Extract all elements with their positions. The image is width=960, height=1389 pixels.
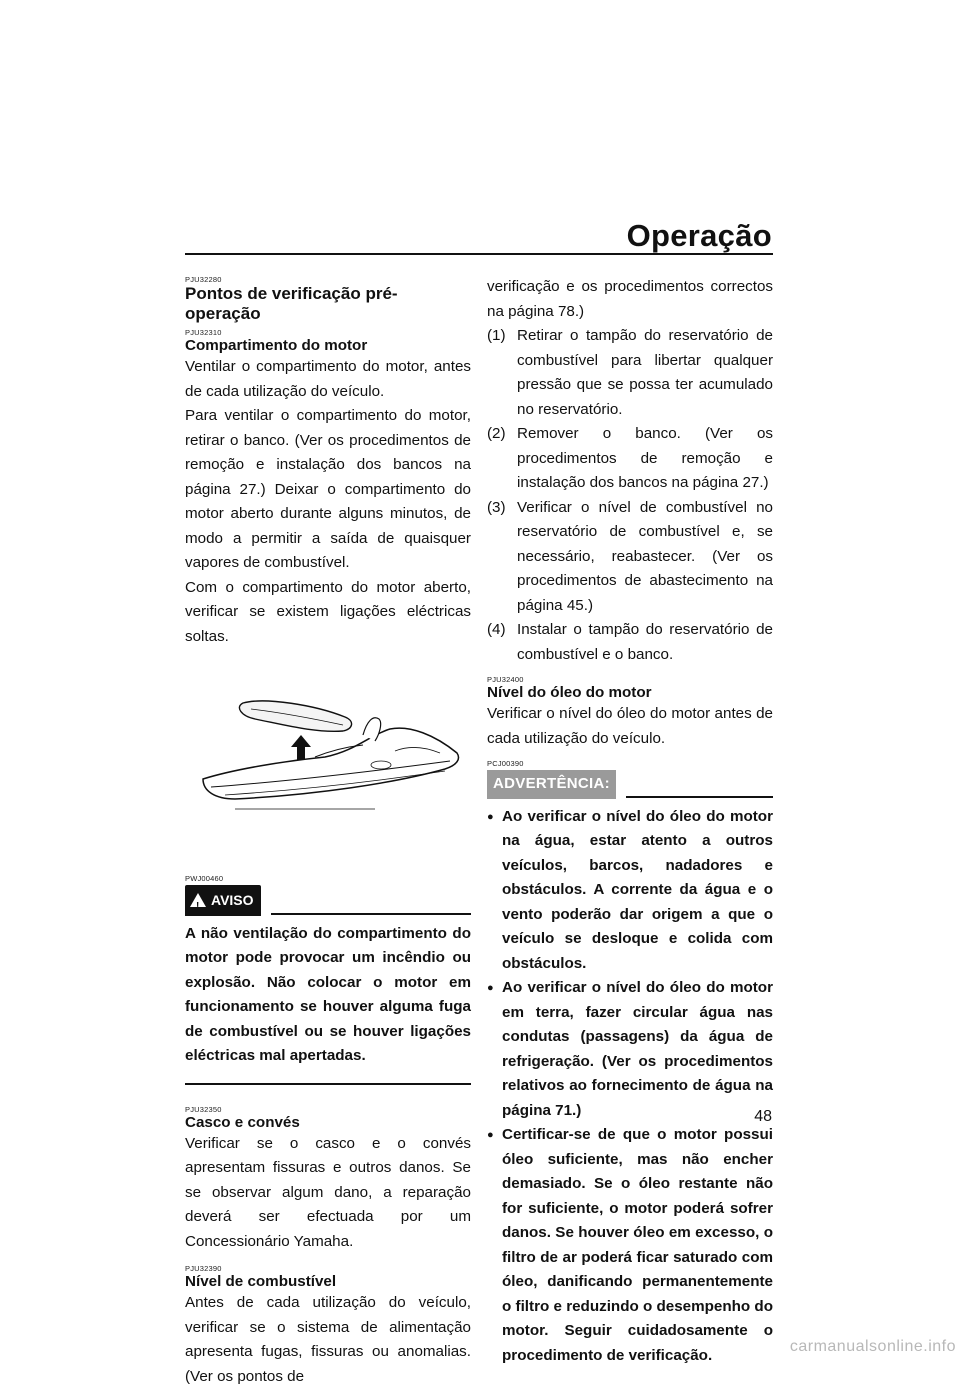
caution-bullets: [487, 805, 773, 1369]
fuel-code: PJU32390: [185, 1264, 222, 1273]
right-column: [487, 275, 773, 1368]
caution-badge: ADVERTÊNCIA:: [487, 770, 616, 799]
list-item: [487, 496, 773, 619]
hull-code: PJU32350: [185, 1104, 222, 1114]
compartment-paragraph-1: Ventilar o compartimento do motor, antes de cada utilização do veículo.: [185, 358, 471, 400]
fuel-text: Antes de cada utilização do veículo, verificar se o sistema de alimentação apresenta fugas, fissuras ou anomalias. (Ver os pontos de: [185, 1294, 471, 1385]
compartment-title: Compartimento do motor: [185, 337, 368, 354]
list-item: [487, 422, 773, 496]
list-item: [487, 618, 773, 667]
jetski-illustration: [195, 691, 471, 826]
bullet-text: Certificar-se de que o motor possui óleo suficiente, mas não encher demasiado. Se o óleo restante não for suficiente, o motor poderá sofrer danos. Se houver óleo em excesso, o filtro de ar poderá ficar saturado com óleo, danificando permanentemente o filtro e reduzindo o desempenho do motor. Seguir cuidadosamente o procedimento de verificação.: [502, 1126, 773, 1364]
fuel-steps-list: [487, 324, 773, 667]
fuel-text-continued: verificação e os procedimentos correctos na página 78.): [487, 278, 773, 320]
page-title: Operação: [626, 218, 772, 253]
warning-header: [185, 885, 471, 916]
oil-code: PJU32400: [487, 675, 524, 684]
caution-rule: [626, 796, 773, 798]
caution-header: [487, 770, 773, 799]
page-number: 48: [754, 1108, 772, 1125]
list-item: [487, 976, 773, 1123]
compartment-paragraph-2: Para ventilar o compartimento do motor, retirar o banco. (Ver os procedimentos de remoção e instalação dos bancos na página 27.) Deixar o compartimento do motor aberto durante alguns minutos, de modo a permitir a saída de quaisquer vapores de combustível.: [185, 407, 471, 571]
bullet-icon: ●: [487, 810, 494, 823]
bullet-text: Ao verificar o nível do óleo do motor na água, estar atento a outros veículos, barcos, nadadores e obstáculos. A corrente da água e o vento poderão dar origem a que o veículo se desloque e colida com obstáculos.: [502, 807, 773, 972]
left-column: [185, 275, 471, 1389]
step-number: (1): [487, 327, 506, 344]
oil-text: Verificar o nível do óleo do motor antes de cada utilização do veículo.: [487, 705, 773, 747]
bullet-text: Ao verificar o nível do óleo do motor em terra, fazer circular água nas condutas (passagens) da água de refrigeração. (Ver os procedimentos relativos ao fornecimento de água na página 71.): [502, 979, 773, 1119]
warning-triangle-icon: !: [190, 893, 206, 907]
compartment-paragraph-3: Com o compartimento do motor aberto, verificar se existem ligações eléctricas soltas.: [185, 578, 471, 645]
list-item: [487, 805, 773, 977]
hull-text: Verificar se o casco e o convés apresentam fissuras e outros danos. Se se observar algum dano, a reparação deverá ser efectuada por um Concessionário Yamaha.: [185, 1134, 471, 1250]
step-number: (3): [487, 498, 506, 516]
title-rule: [185, 253, 773, 255]
bullet-icon: ●: [487, 1129, 494, 1141]
caution-code: PCJ00390: [487, 759, 524, 768]
oil-title: Nível do óleo do motor: [487, 684, 652, 701]
watermark: carmanualsonline.info: [789, 1338, 956, 1355]
hull-title: Casco e convés: [185, 1113, 300, 1131]
list-item: [487, 1123, 773, 1368]
list-item: [487, 324, 773, 422]
step-number: (4): [487, 621, 506, 638]
warning-rule: [271, 913, 471, 915]
bullet-icon: ●: [487, 982, 494, 994]
warning-code: PWJ00460: [185, 874, 224, 883]
step-text: Verificar o nível de combustível no reservatório de combustível e, se necessário, reabastecer. (Ver os procedimentos de abastecimento na página 45.): [517, 498, 773, 614]
section-code: PJU32280: [185, 275, 222, 284]
warning-label: AVISO: [211, 892, 254, 908]
step-text: Instalar o tampão do reservatório de combustível e o banco.: [517, 621, 773, 663]
warning-text: A não ventilação do compartimento do motor pode provocar um incêndio ou explosão. Não colocar o motor em funcionamento se houver alguma fuga de combustível ou se houver ligações eléctricas mal apertadas.: [185, 924, 471, 1064]
warning-bottom-rule: [185, 1083, 471, 1085]
step-number: (2): [487, 425, 506, 442]
section-title: Pontos de verificação pré-operação: [185, 284, 398, 323]
compartment-code: PJU32310: [185, 328, 222, 337]
step-text: Retirar o tampão do reservatório de combustível para libertar qualquer pressão que se possa ter acumulado no reservatório.: [517, 327, 773, 418]
warning-badge: [185, 885, 261, 916]
fuel-title: Nível de combustível: [185, 1273, 337, 1290]
jetski-seat-removal-figure: [195, 691, 465, 826]
step-text: Remover o banco. (Ver os procedimentos de remoção e instalação dos bancos na página 27.): [517, 425, 773, 491]
